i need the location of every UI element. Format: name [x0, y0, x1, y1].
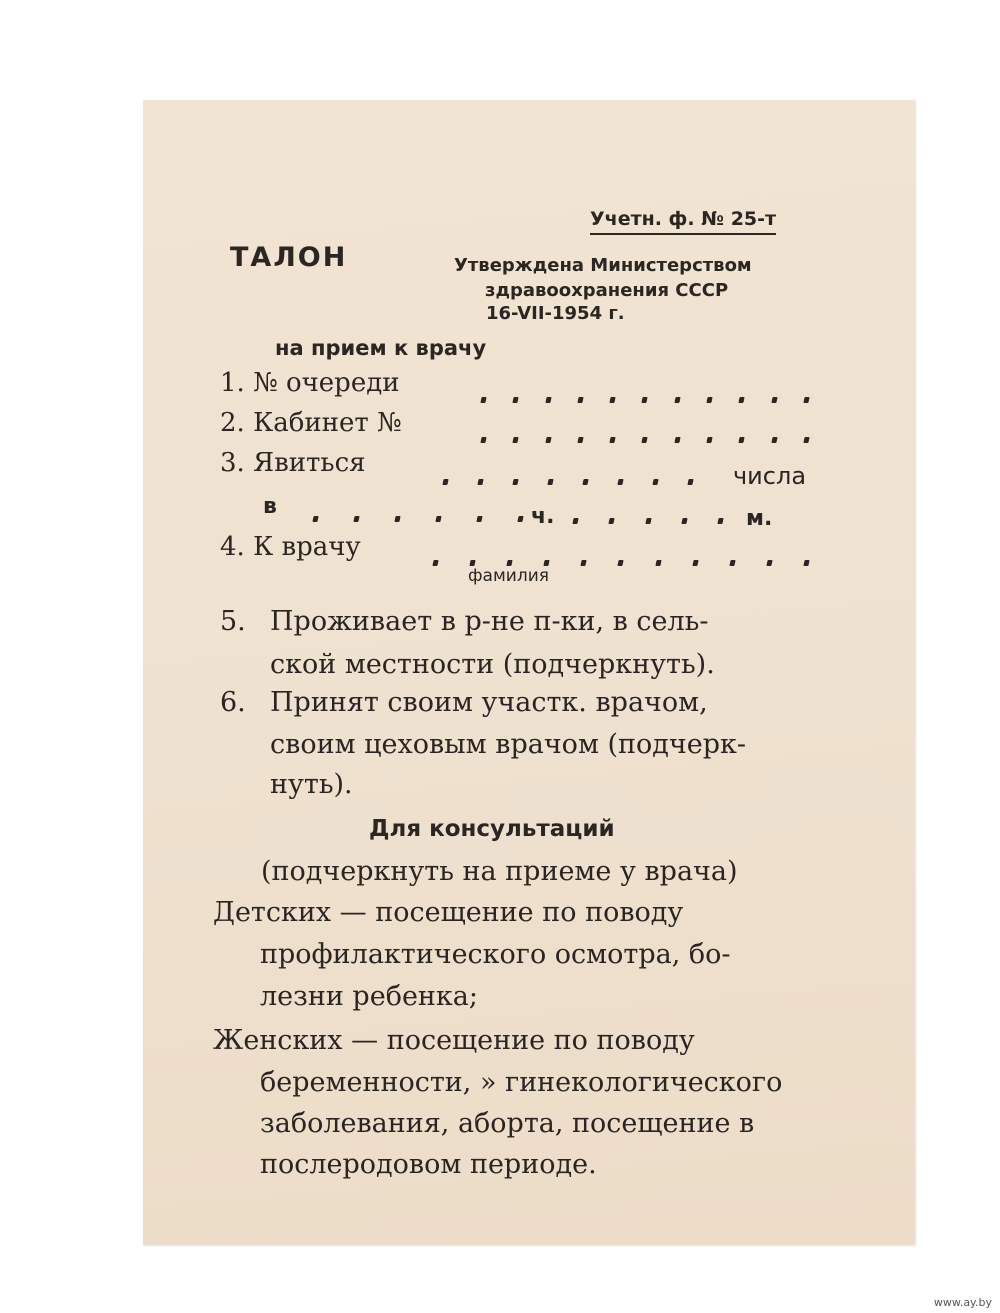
field-appear-label: 3. Явиться [220, 448, 366, 478]
field-office-number-label: 2. Кабинет № [220, 408, 402, 438]
appear-minutes-dotted-line [573, 518, 723, 524]
consultations-note: (подчеркнуть на приеме у врача) [261, 856, 738, 887]
women-line-1: Женских — посещение по поводу [213, 1025, 695, 1056]
item-5-line-1: Проживает в р-не п-ки, в сель- [270, 606, 709, 637]
site-watermark: www.ay.by [933, 1296, 992, 1309]
children-line-3: лезни ребенка; [260, 981, 478, 1012]
field-queue-number-label: 1. № очереди [220, 368, 400, 398]
item-6-number: 6. [220, 687, 246, 718]
queue-number-dotted-line [481, 397, 809, 403]
item-5-number: 5. [220, 606, 246, 637]
item-6-line-3: нуть). [270, 769, 353, 800]
women-line-4: послеродовом периоде. [260, 1149, 597, 1180]
item-6-line-2: своим цеховым врачом (подчерк- [270, 729, 747, 760]
approval-line-2: здравоохранения СССР [485, 280, 729, 301]
appear-hours-label: ч. [531, 504, 555, 529]
children-line-2: профилактического осмотра, бо- [260, 939, 731, 970]
children-line-1: Детских — посещение по поводу [213, 897, 684, 928]
appear-time-prefix: в [263, 494, 277, 519]
form-title: ТАЛОН [230, 242, 348, 273]
appear-hours-dotted-line [313, 516, 523, 522]
field-doctor-label: 4. К врачу [220, 532, 361, 562]
appear-date-suffix: числа [733, 462, 807, 490]
appear-date-dotted-line [443, 479, 693, 485]
approval-date: 16-VII-1954 г. [486, 303, 625, 324]
office-number-dotted-line [481, 437, 809, 443]
slip-subtitle: на прием к врачу [275, 336, 487, 360]
consultations-heading: Для консультаций [369, 816, 615, 842]
women-line-2: беременности, » гинекологического [260, 1067, 783, 1098]
appear-minutes-label: м. [746, 506, 773, 531]
doctor-name-caption: фамилия [468, 566, 549, 586]
appointment-slip [143, 100, 915, 1245]
form-number: Учетн. ф. № 25-т [590, 208, 776, 235]
item-6-line-1: Принят своим участк. врачом, [270, 687, 708, 718]
women-line-3: заболевания, аборта, посещение в [260, 1108, 755, 1139]
item-5-line-2: ской местности (подчеркнуть). [270, 649, 715, 680]
approval-line-1: Утверждена Министерством [454, 255, 752, 276]
